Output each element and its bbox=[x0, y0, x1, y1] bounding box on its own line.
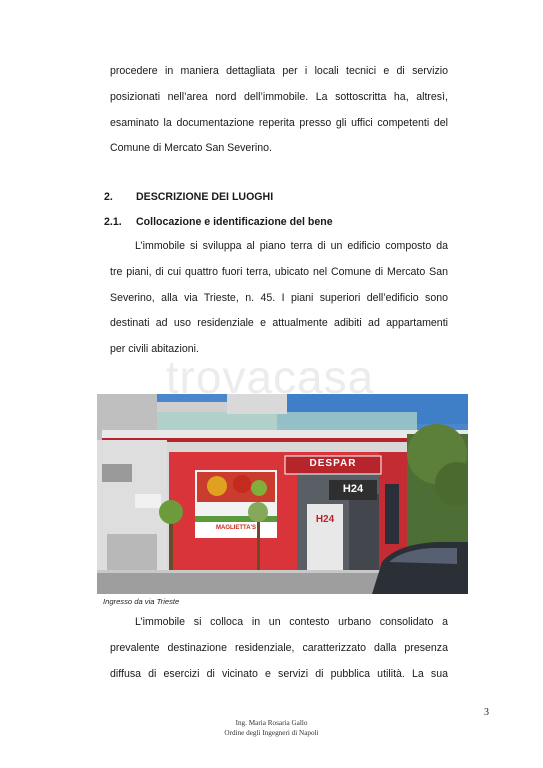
building-photo bbox=[97, 394, 468, 594]
text-line: Comune di Mercato San Severino. bbox=[110, 142, 272, 155]
text-line: diffusa di esercizi di vicinato e servizi di pubblica utilità. La sua bbox=[110, 667, 448, 680]
text-line: L’immobile si sviluppa al piano terra di un edificio composto da bbox=[135, 240, 448, 252]
intro-paragraph bbox=[110, 59, 448, 162]
text-line: destinati ad uso residenziale e attualmente adibiti ad appartamenti bbox=[110, 317, 448, 330]
door-sign: H24 bbox=[315, 514, 335, 525]
text-line: prevalente destinazione residenziale, caratterizzato dalla presenza bbox=[110, 641, 448, 654]
text-line: tre piani, di cui quattro fuori terra, ubicato nel Comune di Mercato San bbox=[110, 265, 448, 278]
footer-order: Ordine degli Ingegneri di Napoli bbox=[224, 728, 319, 737]
text-line: esaminato la documentazione reperita presso gli uffici competenti del bbox=[110, 116, 448, 129]
store-sign: DESPAR bbox=[309, 458, 357, 469]
page-number: 3 bbox=[484, 707, 489, 718]
text-line: posizionati nell’area nord dell’immobile. La sottoscritta ha, altresì, bbox=[110, 90, 448, 103]
footer-author: Ing. Maria Rosaria Gallo bbox=[235, 719, 308, 727]
store-banner-text: MAGLIETTA'S bbox=[216, 525, 256, 531]
text-line: per civili abitazioni. bbox=[110, 343, 199, 356]
text-line: Severino, alla via Trieste, n. 45. I piani superiori dell’edificio sono bbox=[110, 291, 448, 304]
photo-caption: Ingresso da via Trieste bbox=[103, 597, 180, 606]
context-paragraph bbox=[110, 610, 448, 687]
section-number: 2. bbox=[104, 191, 113, 203]
text-line: L’immobile si colloca in un contesto urbano consolidato a bbox=[135, 616, 448, 628]
subsection-title: Collocazione e identificazione del bene bbox=[136, 216, 333, 228]
h24-sign: H24 bbox=[342, 483, 364, 495]
page-footer bbox=[0, 719, 543, 738]
section-title: DESCRIZIONE DEI LUOGHI bbox=[136, 191, 274, 203]
watermark: trovacasa bbox=[165, 351, 375, 403]
text-line: procedere in maniera dettagliata per i locali tecnici e di servizio bbox=[110, 65, 448, 77]
description-paragraph bbox=[110, 234, 448, 363]
subsection-number: 2.1. bbox=[104, 216, 122, 228]
